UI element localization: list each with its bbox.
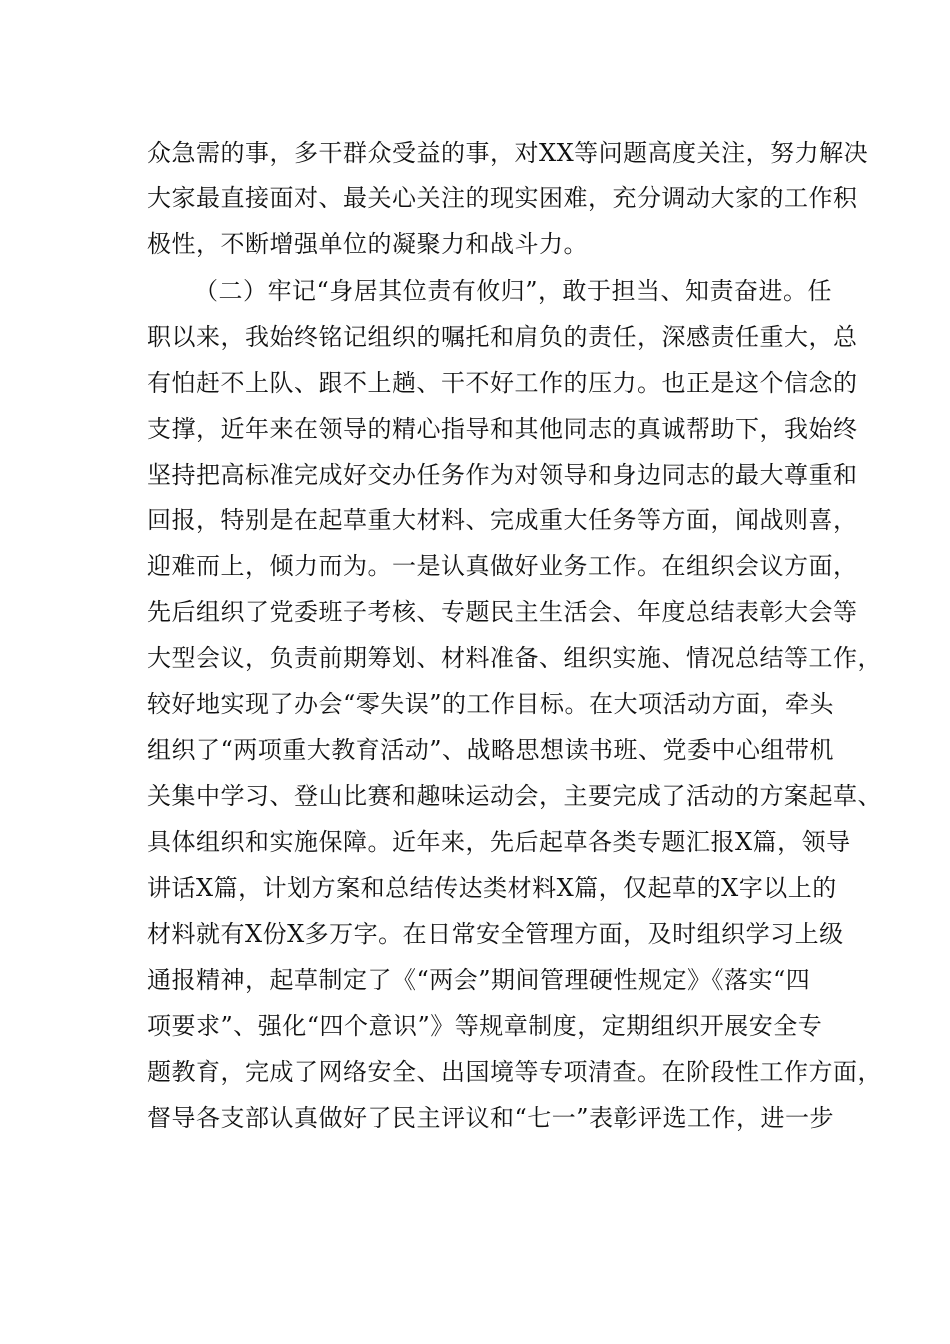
- text-line: 组织了“两项重大教育活动”、战略思想读书班、党委中心组带机: [147, 736, 835, 764]
- text-line: 支撑，近年来在领导的精心指导和其他同志的真诚帮助下，我始终: [147, 415, 858, 443]
- text-line: 材料就有X份X多万字。在日常安全管理方面，及时组织学习上级: [147, 920, 844, 948]
- text-line: 关集中学习、登山比赛和趣味运动会，主要完成了活动的方案起草、: [147, 782, 882, 810]
- paragraph-heading-line: （二）牢记“身居其位责有攸归”，敢于担当、知责奋进。任: [194, 277, 833, 305]
- text-line: 众急需的事，多干群众受益的事，对XX等问题高度关注，努力解决: [147, 139, 869, 167]
- text-line: 督导各支部认真做好了民主评议和“七一”表彰评选工作，进一步: [147, 1104, 835, 1132]
- text-line: 坚持把高标准完成好交办任务作为对领导和身边同志的最大尊重和: [147, 461, 858, 489]
- text-line: 大型会议，负责前期筹划、材料准备、组织实施、情况总结等工作，: [147, 644, 882, 672]
- text-line: 项要求”、强化“四个意识”》等规章制度，定期组织开展安全专: [147, 1012, 823, 1040]
- text-line: 回报，特别是在起草重大材料、完成重大任务等方面，闻战则喜，: [147, 506, 858, 534]
- text-line: 通报精神，起草制定了《“两会”期间管理硬性规定》《落实“四: [147, 966, 811, 994]
- text-line: 题教育，完成了网络安全、出国境等专项清查。在阶段性工作方面，: [147, 1058, 882, 1086]
- text-line: 极性，不断增强单位的凝聚力和战斗力。: [147, 230, 588, 258]
- text-line: 有怕赶不上队、跟不上趟、干不好工作的压力。也正是这个信念的: [147, 369, 858, 397]
- text-line: 具体组织和实施保障。近年来，先后起草各类专题汇报X篇，领导: [147, 828, 851, 856]
- text-line: 迎难而上，倾力而为。一是认真做好业务工作。在组织会议方面，: [147, 552, 858, 580]
- text-line: 大家最直接面对、最关心关注的现实困难，充分调动大家的工作积: [147, 184, 858, 212]
- text-line: 较好地实现了办会“零失误”的工作目标。在大项活动方面，牵头: [147, 690, 835, 718]
- text-line: 职以来，我始终铭记组织的嘱托和肩负的责任，深感责任重大，总: [147, 323, 858, 351]
- text-line: 讲话X篇，计划方案和总结传达类材料X篇，仅起草的X字以上的: [147, 874, 837, 902]
- text-line: 先后组织了党委班子考核、专题民主生活会、年度总结表彰大会等: [147, 598, 858, 626]
